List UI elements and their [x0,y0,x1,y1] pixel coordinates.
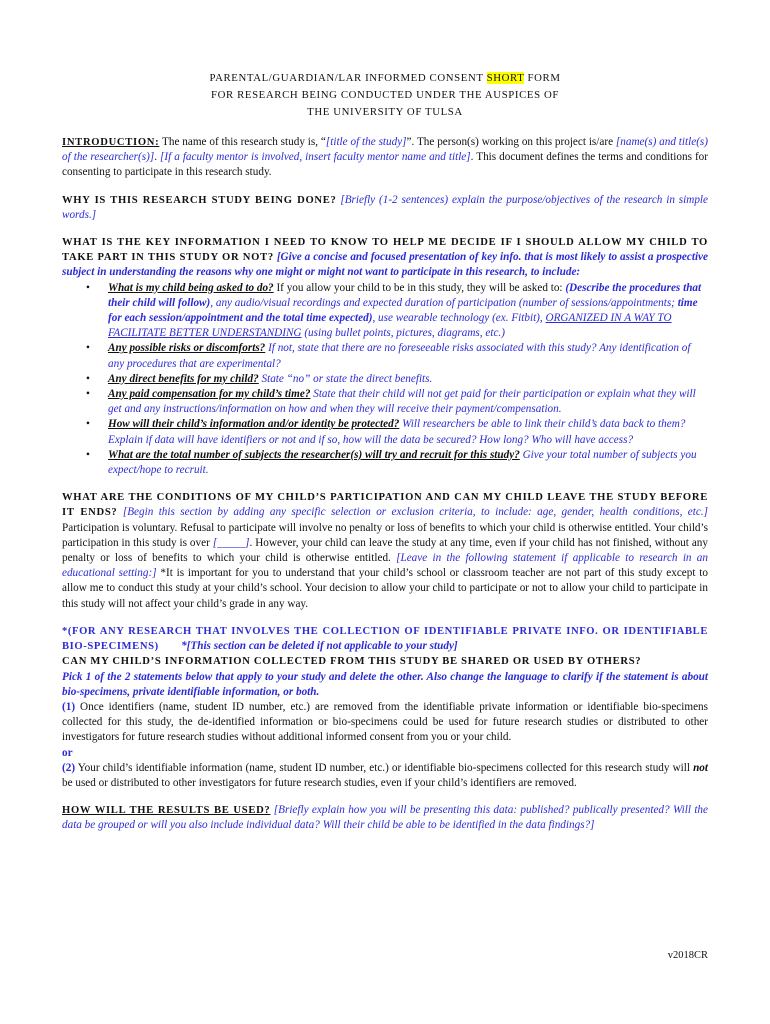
list-instructions: , use wearable technology (ex. Fitbit), [372,312,546,325]
conditions-text: *It is important for you to understand that your child’s school or classroom teacher are not part of this study except to allow me to conduct this study at your child’s school. Your decision to allow your child to participate or not to allow your child to participate in this study will not affect your child’s grade in any way. [62,567,708,610]
list-instructions: ORGANIZED IN A WAY TO FACILITATE BETTER UNDERSTANDING [108,312,672,340]
key-info-heading: WHAT IS THE KEY INFORMATION I NEED TO KNOW TO HELP ME DECIDE IF I SHOULD ALLOW MY CHILD TO TAKE PART IN THIS STUDY OR NOT? [62,237,708,264]
option-1-number: (1) [62,700,76,713]
key-info-instructions: [Give a concise and focused presentation of key info. that is most likely to assist a prospective subject in understanding the reasons why one might or might not want to participate in this research, to include: [62,251,708,279]
option-2-text: Your child’s identifiable information (name, student ID number, etc.) or identifiable bio-specimens collected for this research study will [75,761,694,774]
intro-text: . This document defines the terms and conditions for consenting to participate in this research study. [62,151,708,179]
duration-placeholder: [_____] [212,536,250,549]
list-item [86,281,708,342]
list-item [86,372,708,387]
bullet: • [86,448,90,461]
title-line2: FOR RESEARCH BEING CONDUCTED UNDER THE AUSPICES OF [210,89,560,101]
list-question: How will their child’s information and/or identity be protected? [108,418,400,431]
list-instructions: Give your total number of subjects you expect/hope to recruit. [108,448,697,477]
option-2-text: be used or distributed to other investigators for future research studies, even if your child’s identifiers are removed. [62,776,577,789]
why-instructions: [Briefly (1-2 sentences) explain the purpose/objectives of the research in simple words.] [62,193,708,221]
list-instructions: (Describe the procedures that their child will follow) [108,281,702,309]
intro-text: The name of this research study is, “ [159,136,326,148]
list-item [86,387,708,417]
bullet: • [86,388,90,401]
document-title [62,70,708,121]
version-label: v2018CR [667,950,708,961]
option-1 [62,700,708,746]
conditions-paragraph [62,490,708,612]
list-text: If you allow your child to be in this study, they will be asked to: [273,281,566,294]
bullet: • [86,418,90,431]
list-question: Any direct benefits for my child? [108,372,259,385]
list-instructions: time for each session/appointment and the total time expected) [108,296,698,325]
title-line1: PARENTAL/GUARDIAN/LAR INFORMED CONSENT [209,72,487,84]
option-2 [62,761,708,791]
list-instructions: State “no” or state the direct benefits. [258,372,433,385]
bullet: • [86,342,90,355]
results-instructions: [Briefly explain how you will be presenting this data: published? publically presented? Will the data be grouped or will you also include individual data? Will their child be able to be identified in the data findings?] [62,804,708,832]
conditions-instructions: [Begin this section by adding any specific selection or exclusion criteria, to include: age, gender, health conditions, etc.] [117,506,708,519]
conditions-instructions: [Leave in the following statement if applicable to research in an educational setting:] [62,552,708,580]
intro-text: ”. The person(s) working on this project is/are [406,136,616,148]
document-page [62,70,708,834]
list-question: Any possible risks or discomforts? [108,342,266,355]
intro-text: . [154,151,161,164]
or-label: or [62,746,73,759]
key-info-paragraph [62,235,708,281]
conditions-heading: WHAT ARE THE CONDITIONS OF MY CHILD’S PARTICIPATION AND CAN MY CHILD LEAVE THE STUDY BEFORE IT ENDS? [62,492,708,519]
list-instructions: If not, state that there are no foreseeable risks associated with this study? Any identification of any procedures that are experimental? [108,342,691,370]
list-instructions: State that their child will not get paid for their participation or explain what they will get and any instructions/information on how and when they will receive their payment/compensation. [108,388,696,416]
researcher-placeholder: [name(s) and title(s) of the researcher(s)] [62,136,708,164]
identifiable-heading [62,624,708,654]
list-instructions: Will researchers be able to link their child’s data back to them? Explain if data will have identifiers or not and if so, how will the data be secured? How long? Who will have access? [108,418,686,446]
identifiable-title: *(FOR ANY RESEARCH THAT INVOLVES THE COLLECTION OF IDENTIFIABLE PRIVATE INFO. OR IDENTIFIABLE BIO-SPECIMENS) [62,625,708,653]
title-line3: THE UNIVERSITY OF TULSA [307,106,463,118]
conditions-text: . However, your child can leave the study at any time, even if your child has not finished, without any penalty or loss of benefits to which your child is otherwise entitled. [62,536,708,565]
option-1-text: Once identifiers (name, student ID number, etc.) are removed from the identifiable private information or identifiable bio-specimens collected for this study, the de-identified information or bio-specimens could be used for future research studies or distributed to other investigators for future research studies without additional informed consent from you or your child. [62,700,708,744]
results-paragraph [62,803,708,833]
list-question: What is my child being asked to do? [108,281,274,294]
pick-instructions: Pick 1 of the 2 statements below that apply to your study and delete the other. Also change the language to clarify if the statement is about bio-specimens, private identifiable information, or both. [62,670,708,698]
results-heading: HOW WILL THE RESULTS BE USED? [62,805,271,817]
list-item [86,341,708,371]
why-heading: WHY IS THIS RESEARCH STUDY BEING DONE? [62,194,337,206]
list-question: Any paid compensation for my child’s time? [108,388,311,401]
key-info-list [62,281,708,479]
shared-heading: CAN MY CHILD’S INFORMATION COLLECTED FROM THIS STUDY BE SHARED OR USED BY OTHERS? [62,656,642,668]
why-paragraph [62,193,708,223]
bullet: • [86,281,90,294]
mentor-placeholder: [If a faculty mentor is involved, insert faculty mentor name and title] [160,151,471,164]
list-question: What are the total number of subjects the researcher(s) will try and recruit for this study? [108,448,520,461]
bullet: • [86,372,90,385]
option-2-number: (2) [62,761,76,774]
conditions-text: Participation is voluntary. Refusal to participate will involve no penalty or loss of benefits to which your child is otherwise entitled. Your child’s participation in this study is over [62,521,708,549]
title-highlight: SHORT [486,72,525,84]
intro-paragraph [62,135,708,181]
list-instructions: , any audio/visual recordings and expected duration of participation (number of sessions/appointments; [210,296,678,309]
list-instructions: (using bullet points, pictures, diagrams, etc.) [301,327,505,340]
list-item [86,417,708,447]
identifiable-note: *[This section can be deleted if not applicable to your study] [181,640,458,653]
list-item [86,448,708,478]
not-emphasis: not [693,761,708,774]
intro-heading: INTRODUCTION: [62,137,160,148]
title-line1-end: FORM [524,72,561,84]
study-title-placeholder: [title of the study] [325,136,407,148]
